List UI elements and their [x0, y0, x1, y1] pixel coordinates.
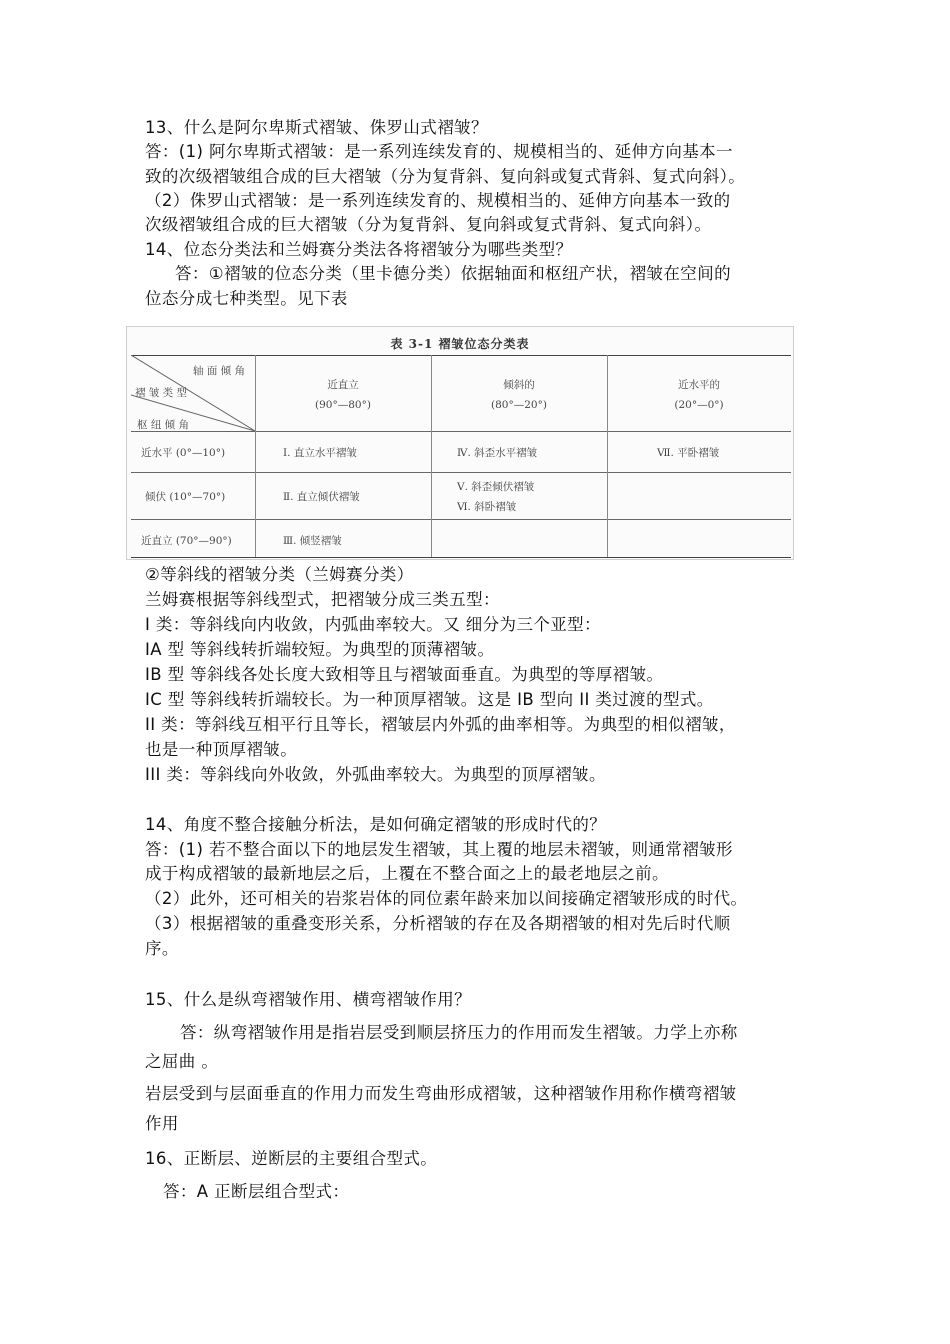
table-cell: Ⅱ. 直立倾伏褶皱	[283, 491, 360, 503]
table-cell: Ⅳ. 斜歪水平褶皱	[457, 447, 538, 459]
q13-question: 13、什么是阿尔卑斯式褶皱、侏罗山式褶皱？	[145, 118, 488, 137]
ramsay-line: IB 型 等斜线各处长度大致相等且与褶皱面垂直。为典型的等厚褶皱。	[145, 665, 664, 684]
q14b-answer-line: （2）此外，还可相关的岩浆岩体的同位素年龄来加以间接确定褶皱形成的时代。	[145, 889, 748, 908]
column-header: 近水平的	[678, 379, 720, 391]
fold-classification-table	[126, 326, 794, 560]
row-label: 近直立 (70°—90°)	[141, 535, 232, 547]
ramsay-line: III 类：等斜线向外收敛，外弧曲率较大。为典型的顶厚褶皱。	[145, 765, 606, 784]
q14b-answer-line: 序。	[145, 939, 179, 958]
ramsay-line: IA 型 等斜线转折端较短。为典型的顶薄褶皱。	[145, 640, 495, 659]
table-cell: Ⅲ. 倾竖褶皱	[283, 535, 342, 547]
header-type-label: 褶 皱 类 型	[135, 387, 188, 399]
header-axis-label: 轴 面 倾 角	[193, 365, 246, 377]
q15-question: 15、什么是纵弯褶皱作用、横弯褶皱作用？	[145, 990, 471, 1009]
q14a-answer-line: 答：①褶皱的位态分类（里卡德分类）依据轴面和枢纽产状，褶皱在空间的	[175, 264, 731, 283]
q14a-answer-line: 位态分成七种类型。见下表	[145, 289, 348, 308]
table-cell: Ⅶ. 平卧褶皱	[657, 447, 720, 459]
q15-answer-line: 答：纵弯褶皱作用是指岩层受到顺层挤压力的作用而发生褶皱。力学上亦称	[180, 1023, 738, 1042]
table-cell: Ⅴ. 斜歪倾伏褶皱	[457, 481, 535, 493]
column-header: 近直立	[327, 379, 359, 391]
q15-answer-line: 之屈曲 。	[145, 1052, 219, 1071]
ramsay-line: 也是一种顶厚褶皱。	[145, 740, 298, 759]
q13-answer-line: 答：(1) 阿尔卑斯式褶皱：是一系列连续发育的、规模相当的、延伸方向基本一	[145, 142, 733, 161]
q15-answer-line: 作用	[145, 1114, 179, 1133]
q13-answer-line: 致的次级褶皱组合成的巨大褶皱（分为复背斜、复向斜或复式背斜、复式向斜）。	[145, 167, 746, 186]
column-header: 倾斜的	[503, 379, 535, 391]
q13-answer-line: 次级褶皱组合成的巨大褶皱（分为复背斜、复向斜或复式背斜、复式向斜）。	[145, 215, 712, 234]
column-range: (90°—80°)	[315, 399, 371, 411]
q16-question: 16、正断层、逆断层的主要组合型式。	[145, 1149, 438, 1168]
table-caption: 表 3-1 褶皱位态分类表	[390, 337, 530, 351]
table-cell: Ⅰ. 直立水平褶皱	[283, 447, 357, 459]
q16-answer: 答：A 正断层组合型式：	[163, 1182, 350, 1201]
q15-answer-line: 岩层受到与层面垂直的作用力而发生弯曲形成褶皱，这种褶皱作用称作横弯褶皱	[145, 1084, 737, 1103]
column-range: (20°—0°)	[674, 399, 724, 411]
table-row-rule	[131, 519, 791, 520]
ramsay-line: 兰姆赛根据等斜线型式，把褶皱分成三类五型：	[145, 590, 500, 609]
q14b-answer-line: 答：(1) 若不整合面以下的地层发生褶皱，其上覆的地层未褶皱，则通常褶皱形	[145, 840, 733, 859]
table-row-rule	[131, 472, 791, 473]
q13-answer-line: （2）侏罗山式褶皱：是一系列连续发育的、规模相当的、延伸方向基本一致的	[145, 191, 731, 210]
q14b-answer-line: （3）根据褶皱的重叠变形关系，分析褶皱的存在及各期褶皱的相对先后时代顺	[145, 914, 731, 933]
ramsay-line: II 类：等斜线互相平行且等长，褶皱层内外弧的曲率相等。为典型的相似褶皱，	[145, 715, 736, 734]
q14b-question: 14、角度不整合接触分析法，是如何确定褶皱的形成时代的？	[145, 815, 607, 834]
ramsay-line: I 类：等斜线向内收敛，内弧曲率较大。又 细分为三个亚型：	[145, 615, 601, 634]
column-range: (80°—20°)	[491, 399, 547, 411]
row-label: 倾伏 (10°—70°)	[145, 491, 226, 503]
ramsay-line: IC 型 等斜线转折端较长。为一种顶厚褶皱。这是 IB 型向 II 类过渡的型式。	[145, 690, 714, 709]
table-cell: Ⅵ. 斜卧褶皱	[457, 501, 517, 513]
row-label: 近水平 (0°—10°)	[141, 447, 226, 459]
q14a-question: 14、位态分类法和兰姆赛分类法各将褶皱分为哪些类型？	[145, 240, 573, 259]
q14b-answer-line: 成于构成褶皱的最新地层之后，上覆在不整合面之上的最老地层之前。	[145, 864, 669, 883]
table-bottom-rule	[131, 557, 791, 558]
header-hinge-label: 枢 纽 倾 角	[137, 419, 190, 431]
ramsay-line: ②等斜线的褶皱分类（兰姆赛分类）	[145, 565, 414, 584]
